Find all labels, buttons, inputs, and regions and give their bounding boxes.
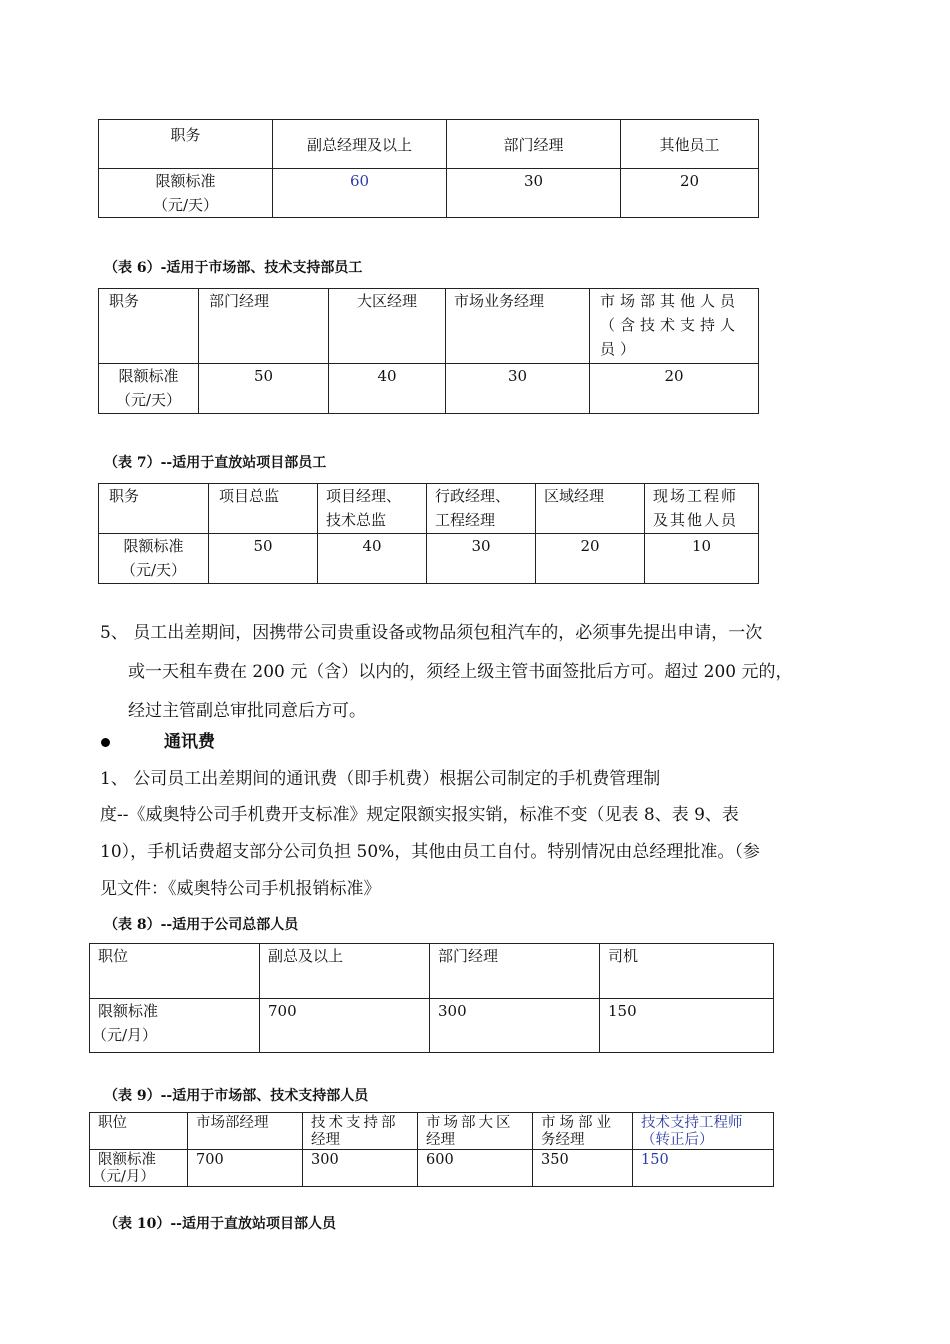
table-cell: 10 [645,534,759,584]
table-cell: 市场部其他人员 （含技术支持人 员） [590,289,759,364]
table8-caption: （表 8）--适用于公司总部人员 [104,917,299,933]
table9-caption: （表 9）--适用于市场部、技术支持部人员 [104,1088,369,1104]
table-cell: 职位 [90,1113,188,1150]
table-cell: 职位 [90,944,260,999]
table-cell: 大区经理 [329,289,446,364]
table8 [89,943,774,1053]
table-cell: 20 [536,534,645,584]
paragraph-1-line1: 1、 公司员工出差期间的通讯费（即手机费）根据公司制定的手机费管理制 [100,769,661,789]
paragraph-1-line2: 度--《威奥特公司手机费开支标准》规定限额实报实销，标准不变（见表 8、表 9、表 [100,805,739,825]
table6-caption: （表 6）-适用于市场部、技术支持部员工 [104,260,363,276]
table-cell: 副总经理及以上 [273,120,447,169]
table-cell: 技术支持工程师 （转正后） [633,1113,774,1150]
table-cell: 限额标准 （元/天） [99,364,199,414]
table-cell: 司机 [600,944,774,999]
table-cell: 项目经理、 技术总监 [318,484,427,534]
section-heading: 通讯费 [164,732,215,752]
table9 [89,1112,774,1187]
table-cell: 行政经理、 工程经理 [427,484,536,534]
table-cell: 50 [199,364,329,414]
table-cell: 20 [590,364,759,414]
table10-caption: （表 10）--适用于直放站项目部人员 [104,1216,336,1232]
table-cell: 市场部业 务经理 [533,1113,633,1150]
table-cell: 30 [447,169,621,218]
table-cell: 项目总监 [209,484,318,534]
table-cell: 300 [430,999,600,1053]
paragraph-5-line3: 经过主管副总审批同意后方可。 [128,701,366,721]
table-allowance-top [98,119,759,218]
table-cell: 副总及以上 [260,944,430,999]
table-cell: 限额标准 （元/月） [90,999,260,1053]
table6 [98,288,759,414]
table-cell: 职务 [99,289,199,364]
table-cell: 职务 [99,484,209,534]
table-cell: 150 [600,999,774,1053]
table-cell: 限额标准 （元/天） [99,534,209,584]
table-cell: 40 [318,534,427,584]
table-cell: 现场工程师 及其他人员 [645,484,759,534]
paragraph-1-line4: 见文件：《威奥特公司手机报销标准》 [100,879,381,899]
table-cell: 区域经理 [536,484,645,534]
paragraph-5-line2: 或一天租车费在 200 元（含）以内的，须经上级主管书面签批后方可。超过 200 元的， [128,662,793,682]
table-cell: 350 [533,1150,633,1187]
table-cell: 30 [446,364,590,414]
table-cell: 30 [427,534,536,584]
table-cell: 700 [260,999,430,1053]
table-cell: 60 [273,169,447,218]
table-cell: 部门经理 [430,944,600,999]
table7 [98,483,759,584]
table-cell: 300 [303,1150,418,1187]
table-cell: 限额标准 （元/月） [90,1150,188,1187]
bullet-icon [101,738,110,747]
table-cell: 其他员工 [621,120,759,169]
paragraph-1-line3: 10），手机话费超支部分公司负担 50%，其他由员工自付。特别情况由总经理批准。（参 [100,842,760,862]
table-cell: 50 [209,534,318,584]
table-cell: 部门经理 [447,120,621,169]
table-cell: 限额标准 （元/天） [99,169,273,218]
table-cell: 职务 [99,120,273,169]
table-cell: 市场部经理 [188,1113,303,1150]
table-cell: 700 [188,1150,303,1187]
table7-caption: （表 7）--适用于直放站项目部员工 [104,455,327,471]
table-cell: 150 [633,1150,774,1187]
paragraph-5-line1: 5、 员工出差期间，因携带公司贵重设备或物品须包租汽车的，必须事先提出申请，一次 [100,623,763,643]
table-cell: 市场部大区 经理 [418,1113,533,1150]
table-cell: 部门经理 [199,289,329,364]
table-cell: 20 [621,169,759,218]
table-cell: 技术支持部 经理 [303,1113,418,1150]
table-cell: 600 [418,1150,533,1187]
table-cell: 40 [329,364,446,414]
table-cell: 市场业务经理 [446,289,590,364]
